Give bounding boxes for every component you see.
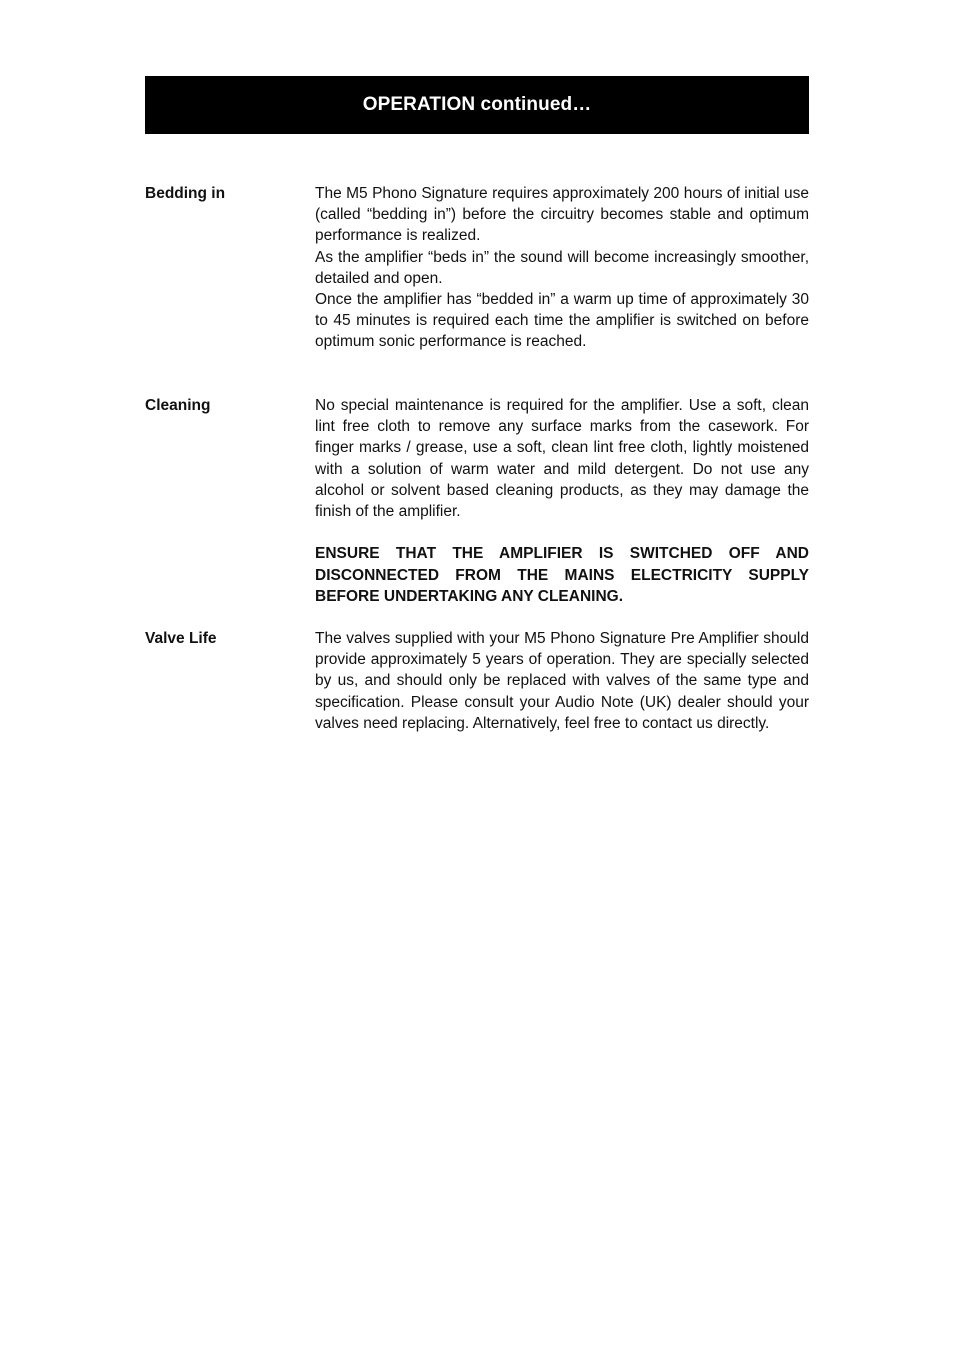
section-body-bedding-in: [315, 183, 809, 353]
section-body-valve-life: [315, 628, 809, 734]
valve-life-paragraph: The valves supplied with your M5 Phono Signature Pre Amplifier should provide approximately 5 years of operation. They are specially selected by us, and should only be replaced with valves of the same type and specification. Please consult your Audio Note (UK) dealer should your valves need replacing. Alternatively, feel free to contact us directly.: [315, 630, 809, 732]
page-title: OPERATION continued…: [362, 94, 592, 115]
bedding-paragraph-1: The M5 Phono Signature requires approximately 200 hours of initial use (called “bedding in”) before the circuitry becomes stable and optimum performance is realized.: [315, 185, 809, 245]
bedding-paragraph-2: As the amplifier “beds in” the sound will become increasingly smoother, detailed and open.: [315, 248, 809, 287]
section-label-cleaning: Cleaning: [145, 397, 211, 414]
section-label-valve-life: Valve Life: [145, 630, 217, 647]
cleaning-warning: ENSURE THAT THE AMPLIFIER IS SWITCHED OFF AND DISCONNECTED FROM THE MAINS ELECTRICITY SUPPLY BEFORE UNDERTAKING ANY CLEANING.: [315, 545, 809, 605]
section-body-cleaning: [315, 395, 809, 607]
cleaning-paragraph: No special maintenance is required for the amplifier. Use a soft, clean lint free cloth to remove any surface marks from the casework. For finger marks / grease, use a soft, clean lint free cloth, lightly moistened with a solution of warm water and mild detergent. Do not use any alcohol or solvent based cleaning products, as they may damage the finish of the amplifier.: [315, 397, 809, 521]
section-label-bedding-in: Bedding in: [145, 185, 226, 202]
bedding-paragraph-3: Once the amplifier has “bedded in” a warm up time of approximately 30 to 45 minutes is required each time the amplifier is switched on before optimum sonic performance is reached.: [315, 291, 809, 351]
page-header: [145, 76, 809, 134]
